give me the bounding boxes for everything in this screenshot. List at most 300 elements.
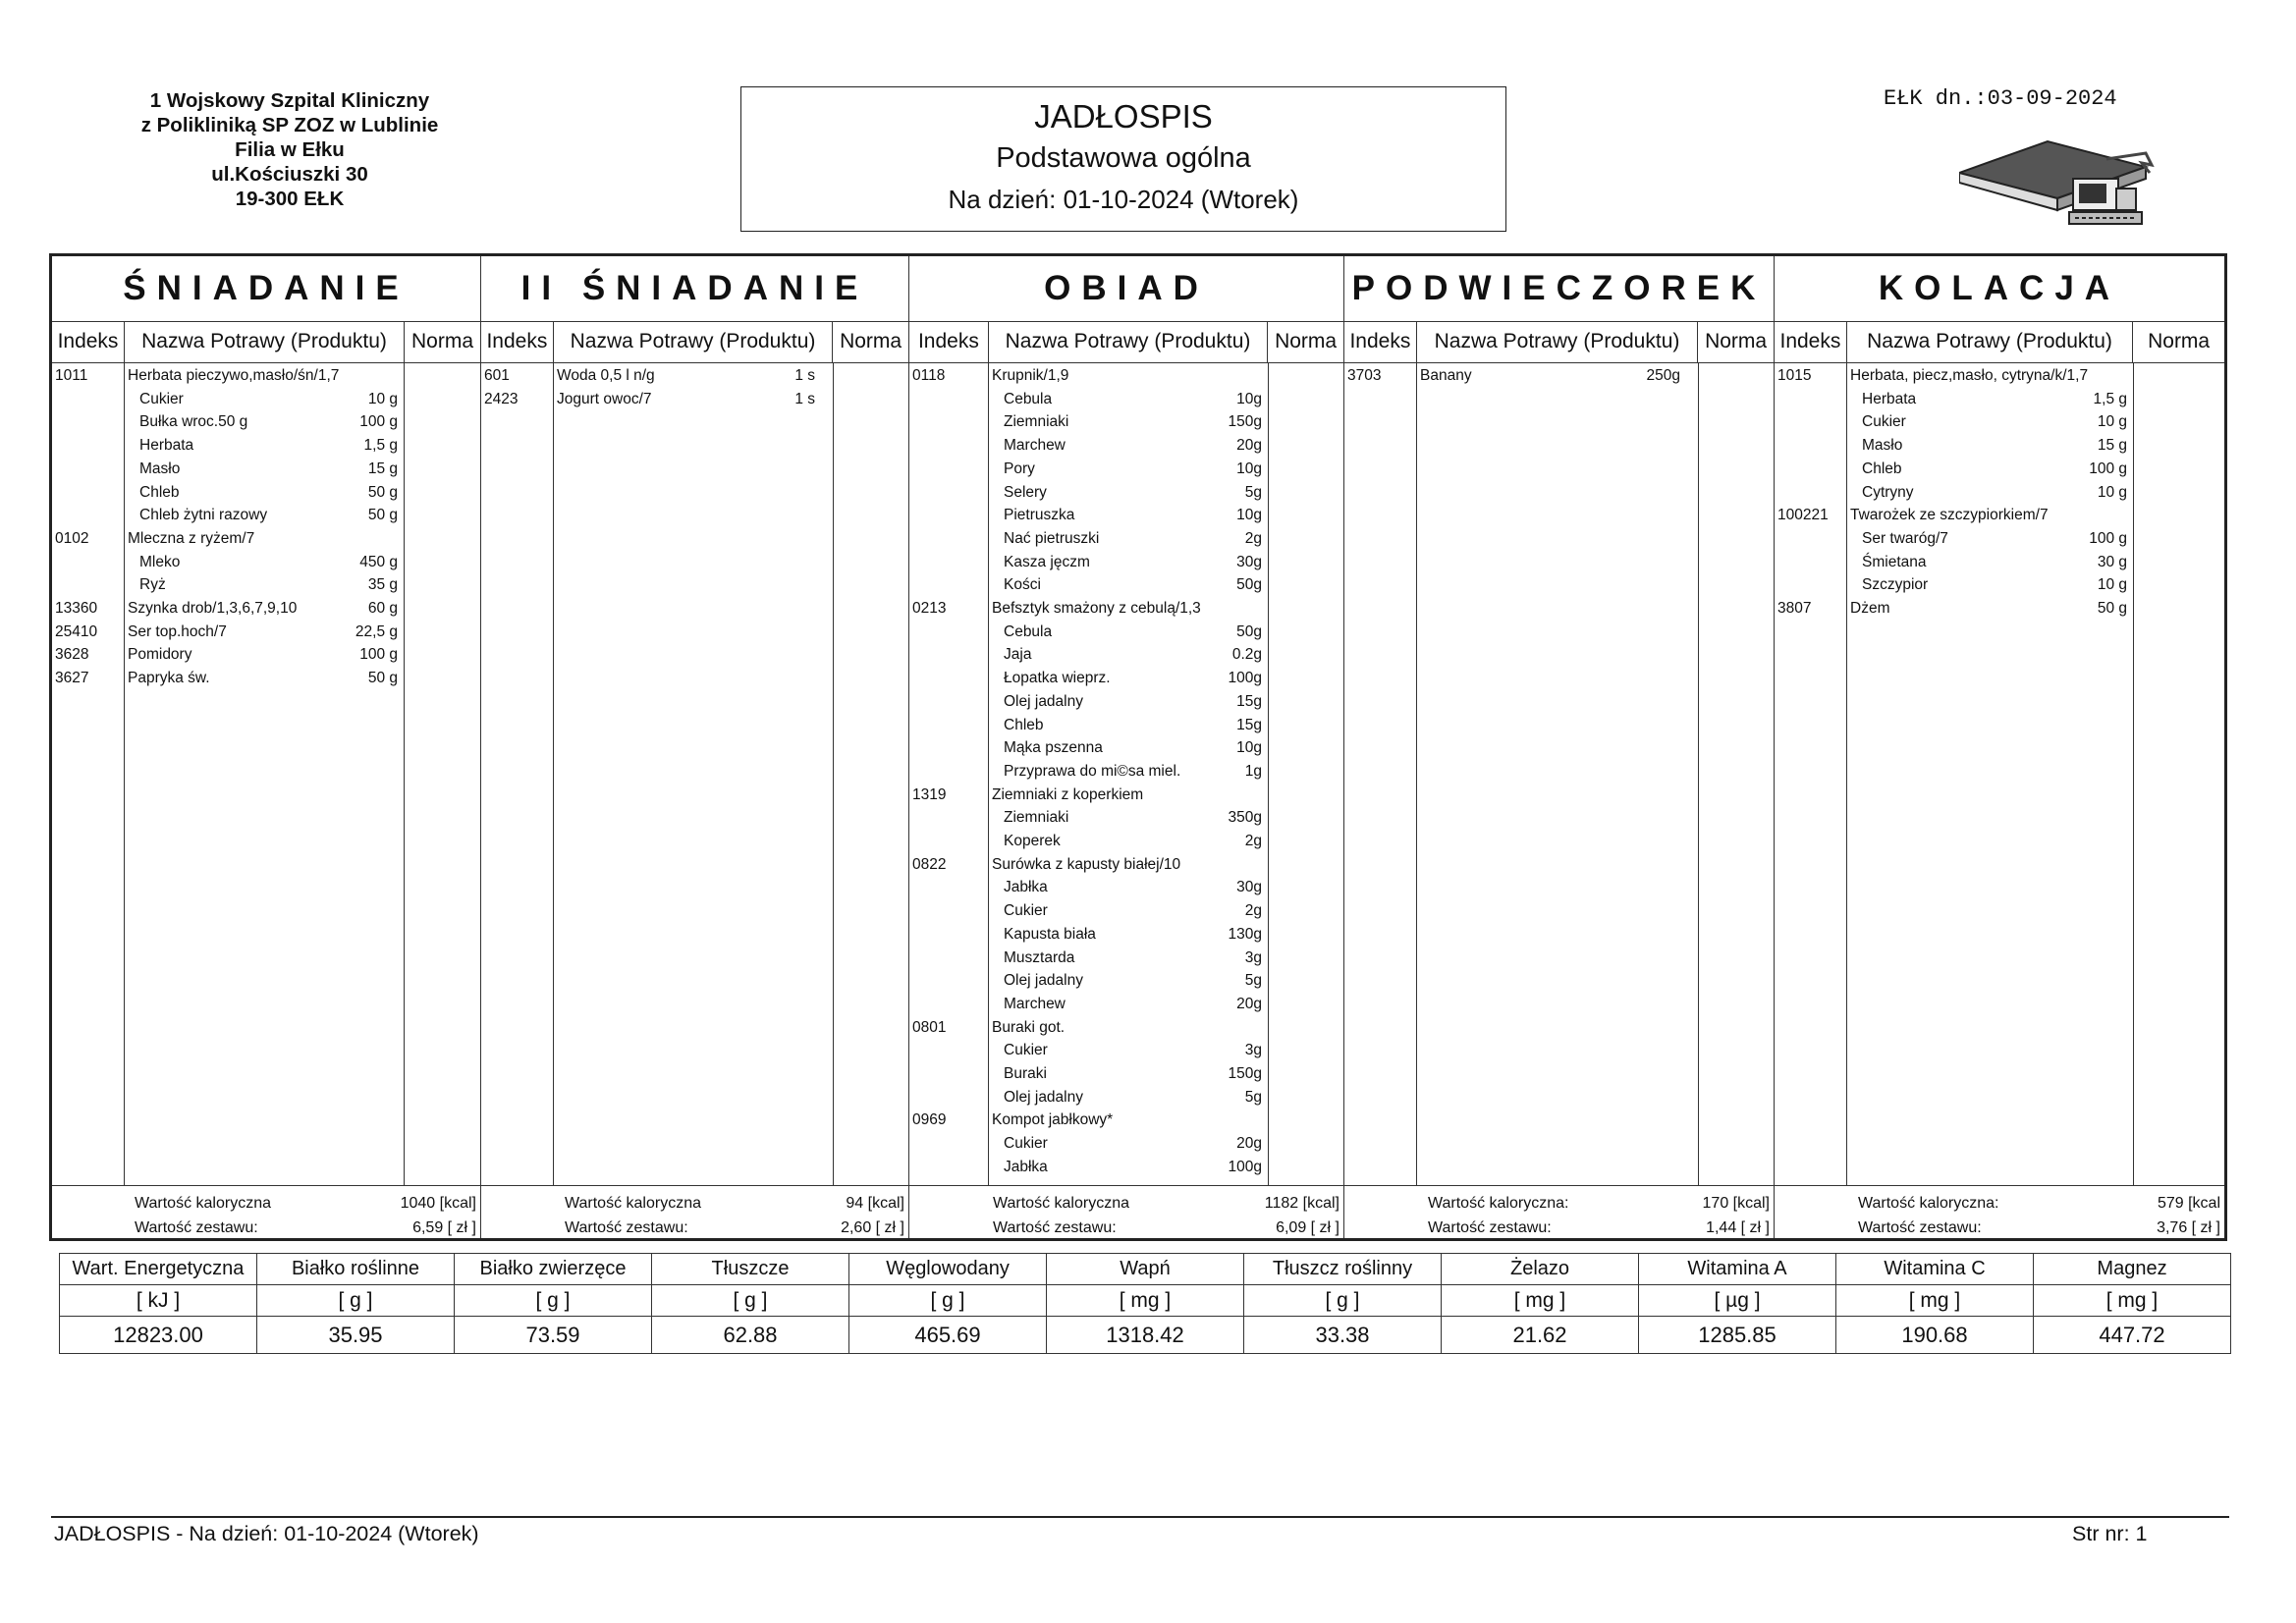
ingredient-name: Buraki xyxy=(1004,1065,1047,1082)
dish-name: Herbata pieczywo,masło/śn/1,7 xyxy=(128,367,340,384)
ingredient-name: Olej jadalny xyxy=(1004,692,1083,710)
ingredient-name: Chleb xyxy=(1004,716,1044,733)
item-norm: 100 g xyxy=(359,646,398,664)
menu-title-box xyxy=(740,86,1506,232)
table-row xyxy=(909,364,1344,387)
dish-name: Dżem xyxy=(1850,600,1890,617)
column-header-index: Indeks xyxy=(1349,330,1411,352)
item-norm: 100g xyxy=(1228,1158,1262,1175)
item-norm: 1,5 g xyxy=(363,437,398,455)
nutrition-names-row xyxy=(60,1254,2231,1285)
column-header-norm: Norma xyxy=(404,321,480,362)
summary-line xyxy=(481,1191,908,1216)
table-row xyxy=(909,1109,1344,1131)
item-norm: 15g xyxy=(1236,692,1262,710)
item-norm: 1g xyxy=(1244,762,1262,780)
table-row xyxy=(1775,573,2225,596)
table-row xyxy=(909,410,1344,433)
calorific-value-label: Wartość kaloryczna xyxy=(565,1195,701,1212)
nutrient-value: 465.69 xyxy=(849,1317,1047,1354)
item-index: 3703 xyxy=(1347,367,1382,384)
item-index: 0822 xyxy=(912,855,947,873)
table-row xyxy=(909,621,1344,643)
ingredient-name: Jabłka xyxy=(1004,879,1048,896)
table-row xyxy=(1344,364,1775,387)
item-norm: 2g xyxy=(1244,902,1262,920)
ingredient-name: Marchew xyxy=(1004,995,1066,1012)
dish-name: Krupnik/1,9 xyxy=(992,367,1069,384)
nutrient-name: Węglowodany xyxy=(849,1254,1047,1285)
summary-line xyxy=(1344,1191,1774,1216)
item-norm: 50 g xyxy=(367,507,398,524)
table-row xyxy=(1775,504,2225,526)
ingredient-name: Marchew xyxy=(1004,437,1066,455)
ingredient-name: Mleko xyxy=(139,553,181,570)
calorific-value: 1182 [kcal] xyxy=(1264,1195,1339,1212)
page-number: Str nr: 1 xyxy=(2072,1522,2148,1545)
footer-divider xyxy=(51,1516,2229,1518)
nutrient-value: 1318.42 xyxy=(1047,1317,1244,1354)
summary-line xyxy=(1775,1216,2224,1240)
table-row xyxy=(1775,434,2225,457)
ingredient-name: Pietruszka xyxy=(1004,507,1075,524)
ingredient-name: Masło xyxy=(1862,437,1903,455)
set-value-label: Wartość zestawu: xyxy=(1858,1219,1982,1236)
ingredient-name: Masło xyxy=(139,460,181,477)
ingredient-name: Cytryny xyxy=(1862,483,1914,501)
nutrient-unit: [ µg ] xyxy=(1639,1285,1836,1317)
table-row xyxy=(1775,481,2225,504)
item-norm: 100 g xyxy=(359,413,398,431)
item-norm: 5g xyxy=(1244,483,1262,501)
table-row xyxy=(52,434,480,457)
footer-title: JADŁOSPIS - Na dzień: 01-10-2024 (Wtorek) xyxy=(54,1522,479,1545)
table-row xyxy=(909,481,1344,504)
nutrient-name: Wart. Energetyczna xyxy=(60,1254,257,1285)
table-row xyxy=(909,1016,1344,1039)
item-norm: 20g xyxy=(1236,995,1262,1012)
set-value-label: Wartość zestawu: xyxy=(135,1219,258,1236)
table-row xyxy=(909,736,1344,759)
item-norm: 50g xyxy=(1236,576,1262,594)
ingredient-name: Selery xyxy=(1004,483,1047,501)
table-row xyxy=(52,481,480,504)
column-header-name: Nazwa Potrawy (Produktu) xyxy=(988,321,1267,362)
meals-table xyxy=(49,253,2227,1241)
table-row xyxy=(909,1086,1344,1109)
nutrient-value: 1285.85 xyxy=(1639,1317,1836,1354)
table-row xyxy=(1775,410,2225,433)
ingredient-name: Łopatka wieprz. xyxy=(1004,670,1111,687)
item-norm: 30 g xyxy=(2097,553,2127,570)
nutrition-table xyxy=(59,1253,2231,1354)
calorific-value-label: Wartość kaloryczna xyxy=(135,1195,271,1212)
nutrient-name: Magnez xyxy=(2034,1254,2231,1285)
calorific-value-label: Wartość kaloryczna: xyxy=(1858,1195,1999,1212)
set-value-label: Wartość zestawu: xyxy=(565,1219,688,1236)
column-headers xyxy=(52,321,480,363)
summary-line xyxy=(52,1191,480,1216)
item-index: 1011 xyxy=(55,367,88,384)
nutrient-name: Żelazo xyxy=(1442,1254,1639,1285)
dish-name: Jogurt owoc/7 xyxy=(557,390,652,407)
nutrient-unit: [ mg ] xyxy=(1047,1285,1244,1317)
table-row xyxy=(909,551,1344,573)
item-norm: 0.2g xyxy=(1231,646,1262,664)
item-norm: 22,5 g xyxy=(355,622,398,640)
column-header-name: Nazwa Potrawy (Produktu) xyxy=(1416,321,1697,362)
item-norm: 10 g xyxy=(2097,576,2127,594)
item-norm: 1 s xyxy=(794,367,815,384)
set-cost: 6,09 [ zł ] xyxy=(1276,1219,1339,1236)
ingredient-name: Cukier xyxy=(139,390,184,407)
meal-summary xyxy=(909,1185,1343,1245)
ingredient-name: Bułka wroc.50 g xyxy=(139,413,248,431)
item-norm: 30g xyxy=(1236,879,1262,896)
summary-line xyxy=(481,1216,908,1240)
calorific-value-label: Wartość kaloryczna: xyxy=(1428,1195,1569,1212)
item-norm: 10g xyxy=(1236,739,1262,757)
ingredient-name: Pory xyxy=(1004,460,1035,477)
dish-name: Herbata, piecz,masło, cytryna/k/1,7 xyxy=(1850,367,2089,384)
nutrition-values-row xyxy=(60,1317,2231,1354)
item-index: 3627 xyxy=(55,670,89,687)
column-header-name: Nazwa Potrawy (Produktu) xyxy=(124,321,404,362)
item-index: 0102 xyxy=(55,529,89,547)
dish-name: Befsztyk smażony z cebulą/1,3 xyxy=(992,600,1201,617)
table-row xyxy=(909,993,1344,1015)
item-norm: 3g xyxy=(1244,1042,1262,1059)
item-norm: 1 s xyxy=(794,390,815,407)
item-norm: 50 g xyxy=(2097,600,2127,617)
meal-summary xyxy=(481,1185,908,1245)
set-cost: 3,76 [ zł ] xyxy=(2157,1219,2220,1236)
table-row xyxy=(1775,364,2225,387)
item-norm: 2g xyxy=(1244,529,1262,547)
nutrient-value: 62.88 xyxy=(652,1317,849,1354)
calorific-value: 94 [kcal] xyxy=(846,1195,904,1212)
table-row xyxy=(52,667,480,689)
item-norm: 10g xyxy=(1236,460,1262,477)
nutrient-name: Witamina A xyxy=(1639,1254,1836,1285)
ingredient-name: Przyprawa do mi©sa miel. xyxy=(1004,762,1181,780)
item-index: 1319 xyxy=(912,785,947,803)
nutrient-unit: [ mg ] xyxy=(2034,1285,2231,1317)
ingredient-name: Kasza jęczm xyxy=(1004,553,1090,570)
item-norm: 150g xyxy=(1228,413,1262,431)
column-header-index: Indeks xyxy=(486,330,548,352)
ingredient-name: Kapusta biała xyxy=(1004,925,1096,943)
diet-name: Podstawowa ogólna xyxy=(996,142,1251,174)
column-header-index: Indeks xyxy=(917,330,979,352)
column-header-index: Indeks xyxy=(57,330,119,352)
table-row xyxy=(1775,551,2225,573)
summary-line xyxy=(52,1216,480,1240)
summary-line xyxy=(909,1216,1343,1240)
nutrient-unit: [ g ] xyxy=(1244,1285,1442,1317)
table-row xyxy=(909,830,1344,852)
item-index: 601 xyxy=(484,367,510,384)
ingredient-name: Mąka pszenna xyxy=(1004,739,1103,757)
item-norm: 10g xyxy=(1236,507,1262,524)
item-norm: 20g xyxy=(1236,1135,1262,1153)
ingredient-name: Herbata xyxy=(1862,390,1917,407)
nutrient-unit: [ kJ ] xyxy=(60,1285,257,1317)
book-with-computer-icon xyxy=(1959,137,2185,228)
ingredient-name: Musztarda xyxy=(1004,948,1075,966)
item-norm: 50 g xyxy=(367,670,398,687)
item-norm: 1,5 g xyxy=(2093,390,2127,407)
nutrient-name: Wapń xyxy=(1047,1254,1244,1285)
meal-title: KOLACJA xyxy=(1775,256,2224,322)
dish-name: Twarożek ze szczypiorkiem/7 xyxy=(1850,507,2049,524)
item-norm: 100 g xyxy=(2089,529,2127,547)
meal-column xyxy=(480,256,908,1238)
table-row xyxy=(909,573,1344,596)
column-divider xyxy=(553,362,554,1185)
set-value-label: Wartość zestawu: xyxy=(993,1219,1117,1236)
table-row xyxy=(909,947,1344,969)
table-row xyxy=(52,364,480,387)
item-norm: 130g xyxy=(1228,925,1262,943)
table-row xyxy=(909,899,1344,922)
nutrient-value: 447.72 xyxy=(2034,1317,2231,1354)
table-row xyxy=(1775,527,2225,550)
table-row xyxy=(909,876,1344,898)
item-norm: 100 g xyxy=(2089,460,2127,477)
item-norm: 10 g xyxy=(367,390,398,407)
item-norm: 50g xyxy=(1236,622,1262,640)
item-norm: 35 g xyxy=(367,576,398,594)
item-norm: 5g xyxy=(1244,972,1262,990)
set-value-label: Wartość zestawu: xyxy=(1428,1219,1552,1236)
item-index: 1015 xyxy=(1777,367,1812,384)
ingredient-name: Cebula xyxy=(1004,390,1053,407)
item-norm: 450 g xyxy=(359,553,398,570)
ingredient-name: Szczypior xyxy=(1862,576,1929,594)
nutrition-units-row xyxy=(60,1285,2231,1317)
item-index: 0213 xyxy=(912,600,947,617)
meal-summary xyxy=(1344,1185,1774,1245)
ingredient-name: Olej jadalny xyxy=(1004,972,1083,990)
ingredient-name: Nać pietruszki xyxy=(1004,529,1100,547)
table-row xyxy=(52,410,480,433)
item-norm: 60 g xyxy=(367,600,398,617)
item-norm: 15g xyxy=(1236,716,1262,733)
column-header-norm: Norma xyxy=(2132,321,2224,362)
item-norm: 150g xyxy=(1228,1065,1262,1082)
table-row xyxy=(909,504,1344,526)
table-row xyxy=(909,923,1344,946)
column-headers xyxy=(1344,321,1774,363)
dish-name: Ziemniaki z koperkiem xyxy=(992,785,1144,803)
item-norm: 100g xyxy=(1228,670,1262,687)
hospital-line: z Polikliniką SP ZOZ w Lublinie xyxy=(140,114,439,136)
item-norm: 3g xyxy=(1244,948,1262,966)
table-row xyxy=(52,597,480,620)
column-header-name: Nazwa Potrawy (Produktu) xyxy=(553,321,832,362)
ingredient-name: Cebula xyxy=(1004,622,1053,640)
nutrient-name: Białko roślinne xyxy=(257,1254,455,1285)
ingredient-name: Chleb xyxy=(1862,460,1902,477)
ingredient-name: Śmietana xyxy=(1862,553,1927,570)
column-header-norm: Norma xyxy=(1267,321,1343,362)
calorific-value: 170 [kcal] xyxy=(1702,1195,1770,1212)
meal-column xyxy=(1343,256,1774,1238)
ingredient-name: Chleb żytni razowy xyxy=(139,507,268,524)
ingredient-name: Cukier xyxy=(1004,1042,1048,1059)
print-date: EŁK dn.:03-09-2024 xyxy=(1884,86,2117,111)
summary-line xyxy=(1344,1216,1774,1240)
item-norm: 15 g xyxy=(367,460,398,477)
meal-title: II ŚNIADANIE xyxy=(481,256,908,322)
table-row xyxy=(481,388,909,410)
item-norm: 10g xyxy=(1236,390,1262,407)
ingredient-name: Cukier xyxy=(1004,902,1048,920)
nutrient-unit: [ g ] xyxy=(849,1285,1047,1317)
item-index: 3807 xyxy=(1777,600,1812,617)
item-norm: 2g xyxy=(1244,833,1262,849)
ingredient-name: Ser twaróg/7 xyxy=(1862,529,1948,547)
summary-line xyxy=(1775,1191,2224,1216)
item-norm: 50 g xyxy=(367,483,398,501)
table-row xyxy=(909,458,1344,480)
table-row xyxy=(909,714,1344,736)
meal-summary xyxy=(52,1185,480,1245)
table-row xyxy=(52,621,480,643)
table-row xyxy=(52,551,480,573)
ingredient-name: Jaja xyxy=(1004,646,1032,664)
nutrient-value: 12823.00 xyxy=(60,1317,257,1354)
item-norm: 5g xyxy=(1244,1088,1262,1106)
table-row xyxy=(1775,458,2225,480)
calorific-value-label: Wartość kaloryczna xyxy=(993,1195,1129,1212)
table-row xyxy=(909,527,1344,550)
item-index: 0969 xyxy=(912,1111,947,1129)
item-norm: 10 g xyxy=(2097,483,2127,501)
table-row xyxy=(909,1156,1344,1178)
dish-name: Banany xyxy=(1420,367,1472,384)
item-index: 25410 xyxy=(55,622,98,640)
table-row xyxy=(909,760,1344,783)
ingredient-name: Kości xyxy=(1004,576,1041,594)
summary-line xyxy=(909,1191,1343,1216)
table-row xyxy=(909,434,1344,457)
hospital-line: Filia w Ełku xyxy=(235,138,345,161)
table-row xyxy=(909,690,1344,713)
ingredient-name: Ziemniaki xyxy=(1004,413,1069,431)
table-row xyxy=(909,667,1344,689)
meal-column xyxy=(908,256,1343,1238)
table-row xyxy=(909,1039,1344,1061)
nutrient-unit: [ g ] xyxy=(652,1285,849,1317)
ingredient-name: Chleb xyxy=(139,483,180,501)
nutrient-unit: [ g ] xyxy=(455,1285,652,1317)
column-header-name: Nazwa Potrawy (Produktu) xyxy=(1846,321,2132,362)
hospital-line: 1 Wojskowy Szpital Kliniczny xyxy=(149,89,430,112)
nutrient-value: 35.95 xyxy=(257,1317,455,1354)
meal-title: PODWIECZOREK xyxy=(1344,256,1774,322)
ingredient-name: Ryż xyxy=(139,576,166,594)
item-index: 0118 xyxy=(912,367,946,384)
column-header-norm: Norma xyxy=(1697,321,1774,362)
table-row xyxy=(909,806,1344,829)
column-divider xyxy=(1416,362,1417,1185)
column-headers xyxy=(481,321,908,363)
ingredient-name: Ziemniaki xyxy=(1004,809,1069,827)
set-cost: 1,44 [ zł ] xyxy=(1706,1219,1770,1236)
dish-name: Mleczna z ryżem/7 xyxy=(128,529,255,547)
hospital-line: 19-300 EŁK xyxy=(235,188,345,210)
ingredient-name: Koperek xyxy=(1004,833,1061,849)
nutrient-value: 190.68 xyxy=(1836,1317,2034,1354)
nutrient-name: Witamina C xyxy=(1836,1254,2034,1285)
item-norm: 250g xyxy=(1646,367,1680,384)
item-index: 3628 xyxy=(55,646,89,664)
column-divider xyxy=(833,362,834,1185)
table-row xyxy=(909,1132,1344,1155)
column-header-norm: Norma xyxy=(832,321,908,362)
calorific-value: 579 [kcal xyxy=(2157,1195,2220,1212)
ingredient-name: Cukier xyxy=(1004,1135,1048,1153)
meal-column xyxy=(52,256,480,1238)
set-cost: 6,59 [ zł ] xyxy=(412,1219,476,1236)
table-row xyxy=(909,853,1344,876)
item-norm: 20g xyxy=(1236,437,1262,455)
nutrient-unit: [ mg ] xyxy=(1836,1285,2034,1317)
table-row xyxy=(52,458,480,480)
document-title: JADŁOSPIS xyxy=(1034,98,1213,135)
nutrient-value: 33.38 xyxy=(1244,1317,1442,1354)
set-cost: 2,60 [ zł ] xyxy=(841,1219,904,1236)
table-row xyxy=(909,388,1344,410)
dish-name: Surówka z kapusty białej/10 xyxy=(992,855,1181,873)
item-index: 100221 xyxy=(1777,507,1829,524)
column-header-index: Indeks xyxy=(1779,330,1841,352)
hospital-line: ul.Kościuszki 30 xyxy=(211,163,368,186)
nutrient-value: 21.62 xyxy=(1442,1317,1639,1354)
meal-title: OBIAD xyxy=(909,256,1343,322)
table-row xyxy=(52,527,480,550)
dish-name: Papryka św. xyxy=(128,670,210,687)
table-row xyxy=(909,597,1344,620)
dish-name: Szynka drob/1,3,6,7,9,10 xyxy=(128,600,298,617)
nutrient-name: Tłuszcze xyxy=(652,1254,849,1285)
meal-column xyxy=(1774,256,2224,1238)
table-row xyxy=(909,643,1344,666)
column-headers xyxy=(909,321,1343,363)
nutrient-unit: [ g ] xyxy=(257,1285,455,1317)
ingredient-name: Olej jadalny xyxy=(1004,1088,1083,1106)
nutrient-unit: [ mg ] xyxy=(1442,1285,1639,1317)
dish-name: Buraki got. xyxy=(992,1018,1066,1036)
meal-title: ŚNIADANIE xyxy=(52,256,480,322)
table-row xyxy=(909,1062,1344,1085)
dish-name: Pomidory xyxy=(128,646,192,664)
ingredient-name: Cukier xyxy=(1862,413,1906,431)
table-row xyxy=(909,969,1344,992)
item-index: 2423 xyxy=(484,390,519,407)
dish-name: Kompot jabłkowy* xyxy=(992,1111,1114,1129)
menu-date: Na dzień: 01-10-2024 (Wtorek) xyxy=(948,185,1299,214)
ingredient-name: Jabłka xyxy=(1004,1158,1048,1175)
nutrient-name: Białko zwierzęce xyxy=(455,1254,652,1285)
table-row xyxy=(52,504,480,526)
item-index: 13360 xyxy=(55,600,98,617)
table-row xyxy=(52,643,480,666)
nutrient-name: Tłuszcz roślinny xyxy=(1244,1254,1442,1285)
ingredient-name: Herbata xyxy=(139,437,194,455)
